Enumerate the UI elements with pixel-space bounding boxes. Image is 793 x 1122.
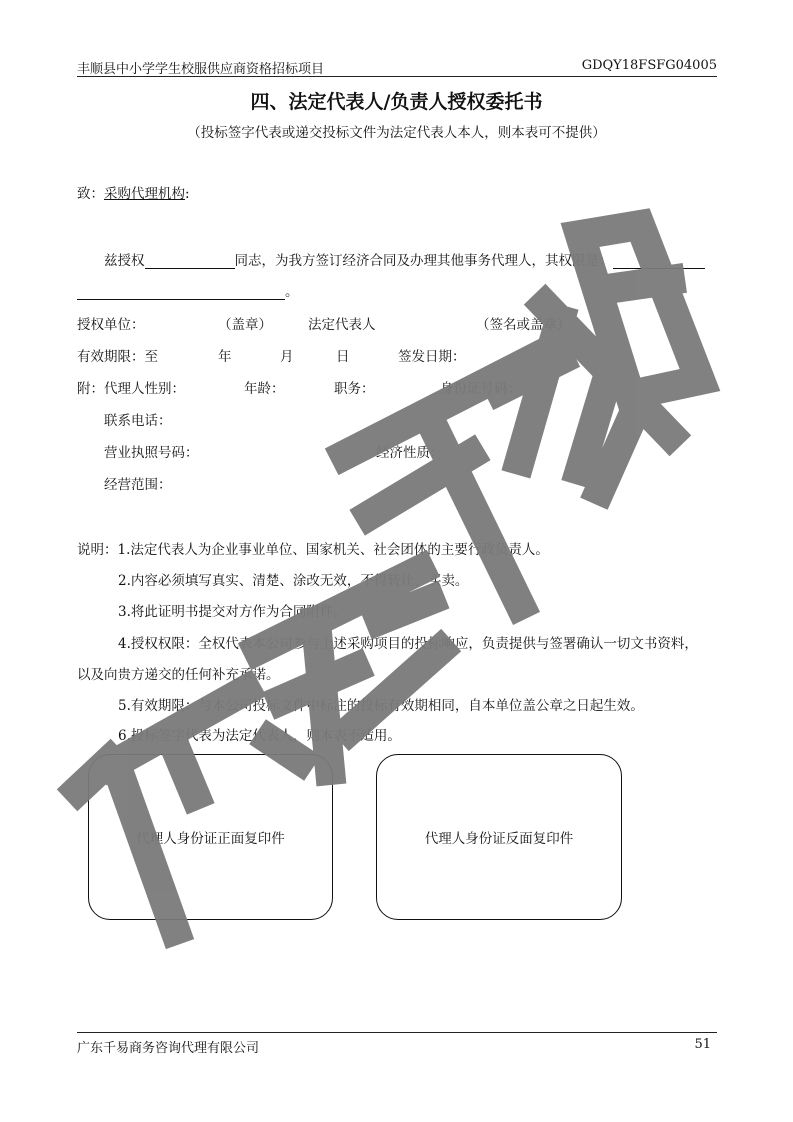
id-front-label: 代理人身份证正面复印件	[136, 831, 285, 847]
license-label: 营业执照号码：	[104, 445, 199, 461]
watermark-stroke	[258, 570, 440, 770]
note-4: 4.授权权限：全权代表本公司参与上述采购项目的投标响应，负责提供与签署确认一切文书资料，	[118, 636, 698, 652]
page-number: 51	[694, 1037, 711, 1052]
page-subtitle: （投标签字代表或递交投标文件为法定代表人本人，则本表可不提供）	[187, 125, 606, 141]
position-label: 职务：	[334, 381, 375, 397]
note-3: 3.将此证明书提交对方作为合同附件。	[118, 604, 347, 620]
authorization-part2: 同志，为我方签订经济合同及办理其他事务代理人，其权限是：	[234, 253, 613, 269]
authorization-part1: 兹授权	[104, 253, 145, 269]
note-5: 5.有效期限：与本公司投标文件中标注的投标有效期相同，自本单位盖公章之日起生效。	[118, 698, 644, 714]
day-label: 日	[336, 349, 350, 365]
footer-rule	[77, 1032, 717, 1033]
salutation-prefix: 致：	[77, 186, 104, 202]
agent-gender-label: 附：代理人性别：	[77, 381, 185, 397]
watermark-stroke	[78, 690, 246, 930]
note-1: 说明：1.法定代表人为企业事业单位、国家机关、社会团体的主要行政负责人。	[77, 542, 549, 558]
page-title: 四、法定代表人/负责人授权委托书	[250, 91, 543, 113]
id-back-label: 代理人身份证反面复印件	[424, 831, 574, 847]
issue-date-label: 签发日期：	[398, 349, 466, 365]
watermark-stroke	[520, 225, 700, 490]
economic-nature-label: 经济性质：	[376, 445, 444, 461]
note-2: 2.内容必须填写真实、清楚、涂改无效，不得转让、买卖。	[118, 573, 469, 589]
footer-company: 广东千易商务咨询代理有限公司	[77, 1041, 260, 1056]
age-label: 年龄：	[244, 381, 285, 397]
unit-label: 授权单位：	[77, 317, 145, 333]
salutation-suffix: :	[185, 186, 190, 202]
legal-rep-label: 法定代表人	[308, 317, 376, 333]
sign-seal-label: （签名或盖章）	[476, 317, 571, 333]
phone-label: 联系电话：	[104, 413, 172, 429]
note-6: 6.投标签字代表为法定代表人，则本表不适用。	[118, 728, 401, 744]
month-label: 月	[280, 349, 294, 365]
id-number-label: 身份证号码：	[440, 381, 521, 397]
header-project-name: 丰顺县中小学学生校服供应商资格招标项目	[77, 62, 325, 77]
seal-label: （盖章）	[218, 317, 272, 333]
header-project-code: GDQY18FSFG04005	[581, 58, 717, 73]
note-4-cont: 以及向贵方递交的任何补充承诺。	[77, 667, 280, 683]
business-scope-label: 经营范围：	[104, 477, 172, 493]
authorization-end: 。	[285, 284, 299, 300]
validity-label: 有效期限：至	[77, 349, 158, 365]
year-label: 年	[218, 349, 232, 365]
salutation-recipient: 采购代理机构	[104, 186, 185, 202]
